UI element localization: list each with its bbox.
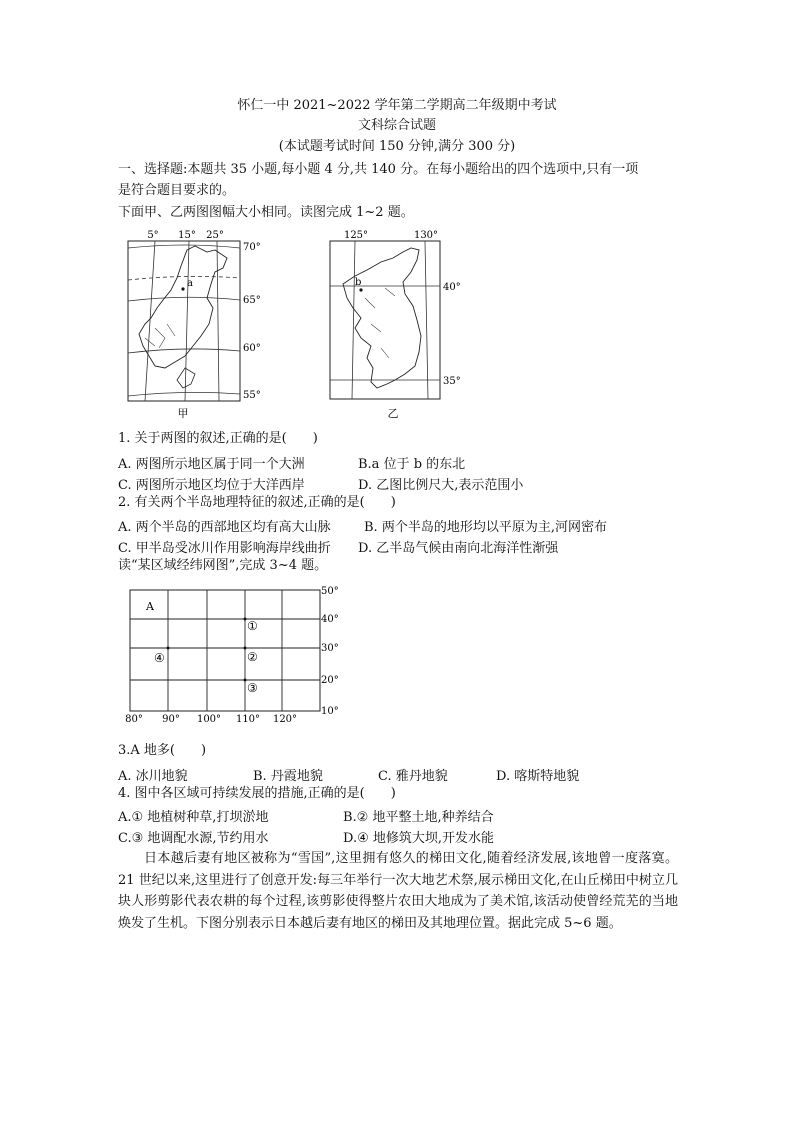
section-instruction: 一、选择题:本题共 35 小题,每小题 4 分,共 140 分。在每小题给出的四个选项中,只有一项 [118, 162, 639, 177]
map-jia-lat-label: 60° [243, 343, 261, 354]
map-jia-caption: 甲 [177, 407, 189, 420]
q4-option-a[interactable]: A.① 地植树种草,打坝淤地 [118, 810, 269, 825]
map-yi [325, 228, 475, 423]
q3-stem: 3.A 地多( ) [118, 743, 207, 758]
exam-note: (本试题考试时间 150 分钟,满分 300 分) [278, 139, 516, 154]
map-yi-lat-label: 35° [443, 376, 461, 387]
map-jia [115, 228, 270, 423]
region-a-label: A [146, 600, 154, 613]
q3-option-b[interactable]: B. 丹霞地貌 [253, 769, 323, 784]
section-instruction-cont: 是符合题目要求的。 [118, 183, 236, 198]
q3-option-a[interactable]: A. 冰川地貌 [118, 769, 188, 784]
q1-stem: 1. 关于两图的叙述,正确的是( ) [118, 431, 318, 446]
q2-option-a[interactable]: A. 两个半岛的西部地区均有高大山脉 [118, 520, 331, 535]
grid-lat-label: 40° [321, 614, 339, 625]
marker-3: ③ [247, 681, 258, 695]
grid-lon-label: 100° [196, 714, 222, 725]
map-jia-lon-label: 25° [206, 230, 224, 241]
q4-stem: 4. 图中各区域可持续发展的措施,正确的是( ) [118, 786, 396, 801]
map-jia-point: a [187, 278, 193, 289]
grid-lon-label: 110° [235, 714, 261, 725]
q4-option-c[interactable]: C.③ 地调配水源,节约用水 [118, 831, 269, 846]
map-yi-point: b [355, 277, 362, 288]
q1-option-c[interactable]: C. 两图所示地区均位于大洋西岸 [118, 478, 305, 493]
marker-2: ② [247, 650, 258, 664]
exam-title: 怀仁一中 2021~2022 学年第二学期高二年级期中考试 [237, 98, 557, 113]
map-jia-lat-label: 70° [243, 242, 261, 253]
passage-text: 日本越后妻有地区被称为“雪国”,这里拥有悠久的梯田文化,随着经济发展,该地曾一度落寞。21 世纪以来,这里进行了创意开发:每三年举行一次大地艺术祭,展示梯田文化,在山丘梯田中树立几块人形剪影代表农耕的每个过程,该剪影使得整片农田大地成为了美术馆,该活动使曾经荒芜的当地焕发了生机。下图分别表示日本越后妻有地区的梯田及其地理位置。据此完成 5~6 题。 [118, 851, 678, 931]
grid-lat-label: 50° [321, 586, 339, 597]
q3-option-c[interactable]: C. 雅丹地貌 [378, 769, 448, 784]
map-jia-lat-label: 55° [243, 390, 261, 401]
map-yi-caption: 乙 [387, 407, 399, 420]
grid-lat-label: 10° [321, 706, 339, 717]
q2-option-d[interactable]: D. 乙半岛气候由南向北海洋性渐强 [358, 541, 559, 556]
q2-option-b[interactable]: B. 两个半岛的地形均以平原为主,河网密布 [364, 520, 607, 535]
q1-option-a[interactable]: A. 两图所示地区属于同一个大洲 [118, 457, 305, 472]
grid-intro: 读“某区域经纬网图”,完成 3~4 题。 [118, 558, 328, 573]
map-jia-lon-label: 5° [147, 230, 159, 241]
map-jia-lon-label: 15° [178, 230, 196, 241]
grid-lon-label: 80° [125, 714, 143, 725]
q2-stem: 2. 有关两个半岛地理特征的叙述,正确的是( ) [118, 495, 396, 510]
subject-title: 文科综合试题 [357, 118, 436, 133]
q1-option-d[interactable]: D. 乙图比例尺大,表示范围小 [358, 478, 524, 493]
marker-4: ④ [154, 651, 165, 665]
grid-lat-label: 30° [321, 643, 339, 654]
q1-option-b[interactable]: B.a 位于 b 的东北 [358, 457, 466, 472]
map-yi-lat-label: 40° [443, 282, 461, 293]
grid-lat-label: 20° [321, 675, 339, 686]
q2-option-c[interactable]: C. 甲半岛受冰川作用影响海岸线曲折 [118, 541, 331, 556]
map-jia-lat-label: 65° [243, 295, 261, 306]
grid-lon-label: 120° [272, 714, 298, 725]
grid-lon-label: 90° [162, 714, 180, 725]
map-yi-lon-label: 125° [343, 230, 369, 241]
q4-option-d[interactable]: D.④ 地修筑大坝,开发水能 [343, 831, 495, 846]
map-yi-lon-label: 130° [413, 230, 439, 241]
grid-map [118, 582, 358, 727]
q4-option-b[interactable]: B.② 地平整土地,种养结合 [343, 810, 494, 825]
q3-option-d[interactable]: D. 喀斯特地貌 [496, 769, 580, 784]
maps-intro: 下面甲、乙两图图幅大小相同。读图完成 1~2 题。 [118, 205, 414, 220]
marker-1: ① [247, 619, 258, 633]
